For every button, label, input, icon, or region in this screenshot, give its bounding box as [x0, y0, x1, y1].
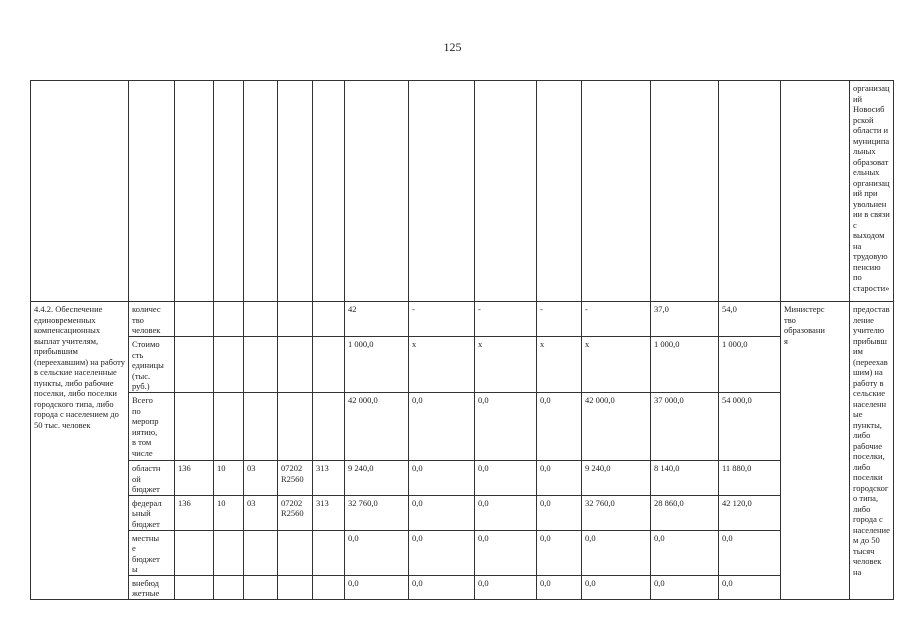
row-label [129, 495, 175, 530]
table-cell [409, 530, 475, 575]
table-cell [278, 337, 313, 393]
cell-text: 42 120,0 [722, 497, 752, 508]
cell-text: - [412, 304, 415, 314]
cell-text: 136 [178, 497, 191, 508]
table-cell [313, 575, 345, 599]
cell-text: 0,0 [478, 577, 489, 588]
table-cell [719, 393, 781, 461]
cell-text: 1 000,0 [722, 339, 748, 349]
cell-text: 0,0 [540, 463, 551, 473]
table-cell [345, 337, 409, 393]
table-cell [244, 495, 278, 530]
cell-text: 9 240,0 [585, 463, 611, 473]
table-cell [313, 337, 345, 393]
row-label [129, 337, 175, 393]
cell-text: 0,0 [412, 395, 423, 405]
cell-text: 1 000,0 [348, 339, 374, 349]
table-cell [719, 337, 781, 393]
table-cell [719, 81, 781, 302]
table-cell [313, 530, 345, 575]
table-cell [244, 302, 278, 337]
table-cell [475, 302, 537, 337]
cell-text: 1 000,0 [654, 339, 680, 349]
cell-text: 32 760,0 [585, 497, 615, 508]
table-cell [345, 302, 409, 337]
table-cell [175, 495, 214, 530]
table-cell [537, 530, 582, 575]
cell-text: 0,0 [540, 497, 551, 508]
row-label [129, 302, 175, 337]
table-cell [719, 461, 781, 496]
table-cell [244, 461, 278, 496]
table-cell [475, 495, 537, 530]
cell-text: 42 000,0 [585, 395, 615, 405]
cell-text: 42 000,0 [348, 395, 378, 405]
table-cell [409, 461, 475, 496]
table-cell [719, 530, 781, 575]
cell-text: 54 000,0 [722, 395, 752, 405]
table-cell [345, 461, 409, 496]
cell-text: х [540, 339, 545, 349]
table-cell [278, 302, 313, 337]
table-cell [582, 393, 651, 461]
cell-text: 07202 R2560 [281, 497, 304, 518]
cell-text: внебюд жетные [132, 577, 160, 598]
table-cell [719, 495, 781, 530]
table-cell [582, 81, 651, 302]
table-cell [244, 337, 278, 393]
cell-text: 54,0 [722, 304, 737, 314]
cell-text: 03 [247, 497, 256, 508]
table-cell [582, 530, 651, 575]
cell-text: 11 880,0 [722, 463, 752, 473]
cell-text: 10 [217, 497, 226, 508]
table-row [31, 337, 894, 393]
table-cell [313, 81, 345, 302]
table-cell [214, 495, 244, 530]
result-note-continued [850, 81, 894, 302]
cell-text: 0,0 [478, 463, 489, 473]
cell-text: 0,0 [412, 463, 423, 473]
cell-text: 4.4.2. Обеспечение единовременных компенсационных выплат учителям, прибывшим (переехавшим) на работу в сельские населенные пункты, либо рабочие поселки, либо поселки городского типа, либо города с населением до 50 тыс. человек [34, 304, 125, 430]
table-cell [345, 393, 409, 461]
table-cell [278, 530, 313, 575]
table-cell [582, 575, 651, 599]
cell-text: 313 [316, 463, 329, 473]
table-cell [651, 393, 719, 461]
cell-text: 136 [178, 463, 191, 473]
row-label [129, 393, 175, 461]
cell-text: 42 [348, 304, 357, 314]
cell-text: 0,0 [722, 532, 733, 543]
table-row [31, 575, 894, 599]
table-cell [537, 495, 582, 530]
table-cell [214, 461, 244, 496]
cell-text: количес тво человек [132, 304, 161, 335]
cell-text: 9 240,0 [348, 463, 374, 473]
table-row [31, 495, 894, 530]
table-row [31, 461, 894, 496]
table-cell [313, 302, 345, 337]
table-cell [409, 495, 475, 530]
table-cell [475, 81, 537, 302]
table-cell [175, 302, 214, 337]
table-cell [244, 575, 278, 599]
cell-text: организац ий Новосиб рской области и муниципа льных образоват ельных организац ий при увольнен ии в связи с выходом на трудовую пенсию по старости» [853, 83, 890, 293]
cell-text: 0,0 [585, 532, 596, 543]
table-row [31, 302, 894, 337]
result-cell [850, 302, 894, 600]
cell-text: Стоимо сть единицы (тыс. руб.) [132, 339, 164, 391]
table-cell [651, 81, 719, 302]
table-cell [278, 393, 313, 461]
row-label [129, 575, 175, 599]
table-cell [345, 495, 409, 530]
table-cell [175, 461, 214, 496]
table-cell [582, 337, 651, 393]
table-cell [278, 461, 313, 496]
table-cell [651, 495, 719, 530]
table-cell [175, 337, 214, 393]
table-cell [537, 393, 582, 461]
table-cell [409, 302, 475, 337]
table-cell [475, 575, 537, 599]
cell-text: 0,0 [540, 577, 551, 588]
table-cell [475, 393, 537, 461]
table-cell [345, 530, 409, 575]
table-cell [582, 302, 651, 337]
table-cell [651, 337, 719, 393]
cell-text: 0,0 [412, 532, 423, 543]
table-row [31, 530, 894, 575]
table-cell [409, 575, 475, 599]
table-cell [409, 337, 475, 393]
table-cell [475, 461, 537, 496]
table-cell [475, 530, 537, 575]
table-cell [244, 530, 278, 575]
cell-text: 0,0 [412, 497, 423, 508]
cell-text: х [585, 339, 590, 349]
table-cell [409, 393, 475, 461]
table-cell [175, 393, 214, 461]
cell-text: федерал ьный бюджет [132, 497, 162, 529]
table-cell [244, 81, 278, 302]
table-cell [175, 530, 214, 575]
cell-text: Всего по меропр иятию, в том числе [132, 395, 159, 458]
cell-text: 0,0 [348, 532, 359, 543]
table-row-continued [31, 81, 894, 302]
cell-text: Министерс тво образовани я [784, 304, 825, 346]
row-label [129, 530, 175, 575]
table-cell [409, 81, 475, 302]
cell-text: 32 760,0 [348, 497, 378, 508]
table-cell [582, 461, 651, 496]
program-table [30, 80, 894, 600]
cell-text: 10 [217, 463, 226, 473]
cell-text: предостав ление учителю прибывш им (переехав шим) на работу в сельские населенн ые пункты, либо рабочие поселки, либо поселки городског о типа, либо города с население м до 50 тысяч человек на [853, 304, 890, 577]
cell-text: 37 000,0 [654, 395, 684, 405]
table-cell [214, 302, 244, 337]
table-cell [244, 393, 278, 461]
cell-text: областн ой бюджет [132, 463, 161, 494]
cell-text: 07202 R2560 [281, 463, 304, 484]
table-cell [214, 530, 244, 575]
measure-title-cell [31, 302, 129, 600]
table-cell [537, 337, 582, 393]
table-cell [129, 81, 175, 302]
table-cell [651, 575, 719, 599]
cell-text: 0,0 [654, 577, 665, 588]
table-cell [537, 575, 582, 599]
cell-text: 0,0 [412, 577, 423, 588]
table-cell [475, 337, 537, 393]
table-cell [175, 81, 214, 302]
cell-text: - [585, 304, 588, 314]
cell-text: 37,0 [654, 304, 669, 314]
table-cell [214, 393, 244, 461]
table-cell [278, 81, 313, 302]
table-cell [537, 302, 582, 337]
table-cell [214, 81, 244, 302]
table-cell [651, 302, 719, 337]
cell-text: 0,0 [654, 532, 665, 543]
page-number: 125 [443, 40, 462, 54]
table-cell [313, 393, 345, 461]
cell-text: 0,0 [478, 497, 489, 508]
cell-text: 0,0 [722, 577, 733, 588]
table-cell [313, 495, 345, 530]
table-cell [278, 495, 313, 530]
table-cell [651, 530, 719, 575]
table-cell [345, 575, 409, 599]
table-row [31, 393, 894, 461]
table-cell [278, 575, 313, 599]
table-cell [313, 461, 345, 496]
table-cell [345, 81, 409, 302]
executor-cell [781, 302, 850, 600]
cell-text: х [412, 339, 417, 349]
cell-text: х [478, 339, 483, 349]
cell-text: 0,0 [478, 395, 489, 405]
table-cell [214, 575, 244, 599]
table-cell [719, 302, 781, 337]
cell-text: - [478, 304, 481, 314]
table-cell [175, 575, 214, 599]
cell-text: 03 [247, 463, 256, 473]
cell-text: местны е бюджет ы [132, 532, 160, 574]
cell-text: 0,0 [540, 532, 551, 543]
cell-text: 28 860,0 [654, 497, 684, 508]
cell-text: 0,0 [540, 395, 551, 405]
table-cell [214, 337, 244, 393]
cell-text: 8 140,0 [654, 463, 680, 473]
cell-text: 0,0 [585, 577, 596, 588]
table-cell [31, 81, 129, 302]
table-cell [537, 81, 582, 302]
table-cell [781, 81, 850, 302]
cell-text: 0,0 [478, 532, 489, 543]
table-cell [537, 461, 582, 496]
cell-text: 0,0 [348, 577, 359, 588]
cell-text: - [540, 304, 543, 314]
table-cell [651, 461, 719, 496]
cell-text: 313 [316, 497, 329, 508]
row-label [129, 461, 175, 496]
table-cell [582, 495, 651, 530]
table-cell [719, 575, 781, 599]
